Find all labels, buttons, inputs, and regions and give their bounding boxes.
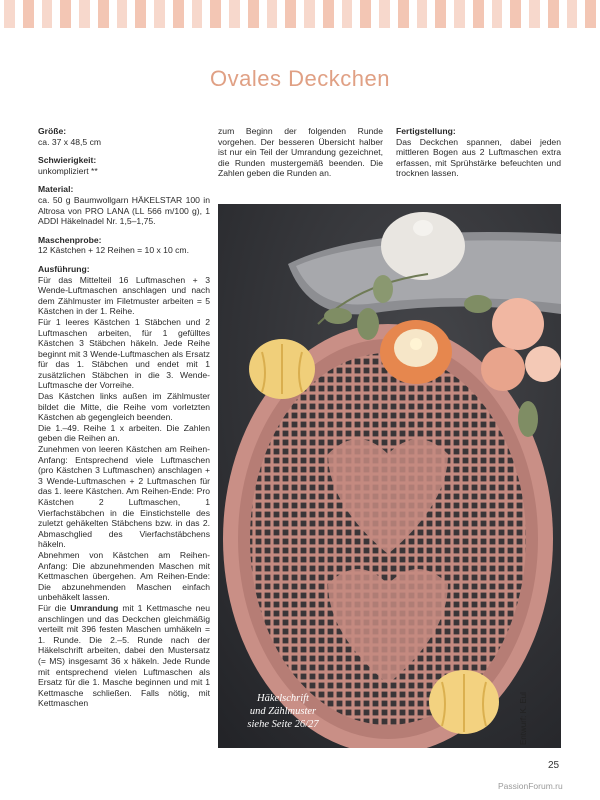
- photo-caption: [228, 692, 338, 731]
- difficulty-text: unkompliziert **: [38, 165, 98, 176]
- candle-flame: [410, 338, 422, 350]
- strip-tile: [510, 0, 521, 28]
- leaf: [518, 401, 538, 437]
- execution-paragraph-6: Abnehmen von Kästchen am Reihen-Anfang: Die abzunehmenden Maschen mit Kettmaschen übergehen. Am Reihen-Ende: Die abzunehmenden Maschen einfach unbehäkelt lassen.: [38, 549, 210, 603]
- execution-paragraph-1: Für das Mittelteil 16 Luftmaschen + 3 Wende-Luftmaschen anschlagen und nach dem Zählmuster im Filetmuster arbeiten = 5 Kästchen in der 1. Reihe.: [38, 274, 210, 317]
- strip-tile: [304, 0, 315, 28]
- strip-tile: [360, 0, 371, 28]
- strip-tile: [285, 0, 296, 28]
- strip-tile: [229, 0, 240, 28]
- strip-tile: [398, 0, 409, 28]
- strip-tile: [98, 0, 109, 28]
- execution-paragraph-4: Die 1.–49. Reihe 1 x arbeiten. Die Zahlen geben die Reihen an.: [38, 422, 210, 444]
- size-text: ca. 37 x 48,5 cm: [38, 136, 102, 147]
- strip-tile: [473, 0, 484, 28]
- pink-flower: [492, 298, 544, 350]
- strip-tile: [567, 0, 578, 28]
- strip-tile: [417, 0, 428, 28]
- strip-tile: [173, 0, 184, 28]
- pink-flower: [525, 346, 561, 382]
- doily-photo: [218, 204, 561, 748]
- continuation-text: zum Beginn der folgenden Runde vorgehen. Der besseren Übersicht halber ist nur ein Teil der Umrandung gezeichnet, die Runden mustergemäß beenden. Die Zahlen geben die Runden an.: [218, 126, 383, 179]
- strip-tile: [192, 0, 203, 28]
- strip-tile: [267, 0, 278, 28]
- caption-line-1: Häkelschrift: [257, 693, 309, 704]
- lid-knob: [413, 220, 433, 236]
- caption-line-2: und Zählmuster: [249, 706, 317, 717]
- instructions-column-3: [396, 126, 561, 179]
- material-heading: Material:: [38, 184, 74, 195]
- strip-tile: [492, 0, 503, 28]
- doily-photo-illustration: [218, 204, 561, 748]
- border-intro-text: Für die: [38, 602, 71, 613]
- finishing-heading: Fertigstellung:: [396, 126, 456, 136]
- execution-paragraph-7: [38, 603, 210, 709]
- size-section: [38, 126, 210, 147]
- strip-tile: [548, 0, 559, 28]
- gauge-heading: Maschenprobe:: [38, 234, 102, 245]
- design-credit: Entwurf: K. Eul: [519, 692, 528, 745]
- leaf: [373, 275, 393, 303]
- strip-tile: [117, 0, 128, 28]
- difficulty-section: [38, 155, 210, 176]
- gauge-text: 12 Kästchen + 12 Reihen = 10 x 10 cm.: [38, 245, 189, 256]
- strip-tile: [60, 0, 71, 28]
- leaf: [464, 295, 492, 313]
- strip-tile: [342, 0, 353, 28]
- strip-tile: [379, 0, 390, 28]
- gauge-section: [38, 235, 210, 256]
- page-number: 25: [548, 760, 560, 771]
- execution-paragraph-5: Zunehmen von leeren Kästchen am Reihen-Anfang: Entsprechend viele Luftmaschen (pro Kästchen 3 Luftmaschen) anschlagen + 3 Wende-Luftmaschen + 2 Luftmaschen für das 1. leere Kästchen. Am Reihen-Ende: Pro Kästchen 2 Luftmaschen, 1 Vierfachstäbchen in die Einstichstelle des zuletzt gehäkelten Stäbchens bzw. in das 2. Abmaschglied des Vierfachstäbchens häkeln.: [38, 444, 210, 550]
- difficulty-heading: Schwierigkeit:: [38, 155, 97, 166]
- execution-heading: Ausführung:: [38, 263, 90, 274]
- strip-tile: [248, 0, 259, 28]
- pink-flower: [481, 347, 525, 391]
- strip-tile: [210, 0, 221, 28]
- execution-paragraph-3: Das Kästchen links außen im Zählmuster bildet die Mitte, die Reihe vom vorletzten Kästchen ab gegengleich beenden.: [38, 391, 210, 423]
- top-decor-strip: [0, 0, 600, 30]
- leaf: [357, 308, 379, 340]
- watermark: PassionForum.ru: [498, 781, 563, 791]
- execution-paragraph-2: Für 1 leeres Kästchen 1 Stäbchen und 2 Luftmaschen arbeiten, für 1 gefülltes Kästchen 3 Stäbchen häkeln. Jede Reihe beginnt mit 3 Wende-Luftmaschen als Ersatz für das 1. Stäbchen und endet mit 1 zusätzlichen Stäbchen in die 3. Wende-Luftmasche der Vorreihe.: [38, 316, 210, 391]
- execution-section: [38, 264, 210, 709]
- page-title: Ovales Deckchen: [210, 66, 390, 91]
- strip-tile: [454, 0, 465, 28]
- strip-tile: [79, 0, 90, 28]
- strip-tile: [135, 0, 146, 28]
- material-text: ca. 50 g Baumwollgarn HÄKELSTAR 100 in Altrosa von PRO LANA (LL 566 m/100 g), 1 ADDI Häkelnadel Nr. 1,5–1,75.: [38, 194, 210, 227]
- border-instructions-text: mit 1 Kettmasche neu anschlingen und das Deckchen gleichmäßig verteilt mit 396 festen Maschen umhäkeln = 1. Runde. Die 2.–5. Runde nach der Häkelschrift arbeiten, dabei den Mustersatz (= MS) insgesamt 36 x häkeln. Jede Runde mit entsprechend vielen Luftmaschen als Ersatz für die 1. Masche beginnen und mit 1 Kettmasche schließen. Falls nötig, mit Kettmaschen: [38, 602, 210, 709]
- instructions-column-2: [218, 126, 383, 179]
- strip-tile: [23, 0, 34, 28]
- strip-tile: [529, 0, 540, 28]
- strip-tile: [154, 0, 165, 28]
- strip-tile: [4, 0, 15, 28]
- caption-line-3: siehe Seite 26/27: [247, 719, 319, 730]
- strip-tile: [323, 0, 334, 28]
- strip-tile: [435, 0, 446, 28]
- strip-tile: [585, 0, 596, 28]
- leaf: [324, 308, 352, 324]
- border-keyword: Umrandung: [70, 602, 119, 613]
- finishing-text: Das Deckchen spannen, dabei jeden mittleren Bogen aus 2 Luftmaschen extra erfassen, mit Sprühstärke befeuchten und trocknen lassen.: [396, 136, 561, 179]
- instructions-column-1: [38, 126, 210, 709]
- material-section: [38, 184, 210, 226]
- strip-tile: [42, 0, 53, 28]
- size-heading: Größe:: [38, 126, 67, 136]
